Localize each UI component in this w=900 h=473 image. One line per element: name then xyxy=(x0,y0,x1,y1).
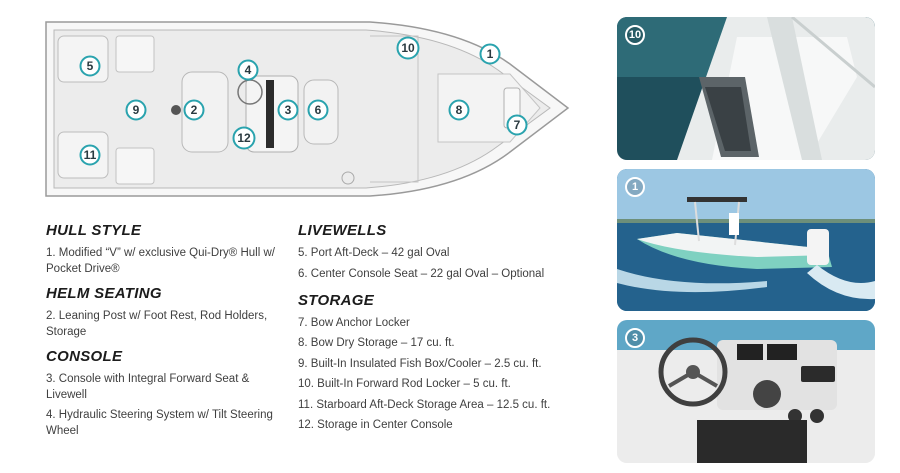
features-left-column xyxy=(46,222,281,443)
aft-port-box xyxy=(116,36,154,72)
callout-9 xyxy=(127,101,146,120)
drain-plug xyxy=(171,105,181,115)
svg-text:9: 9 xyxy=(132,103,140,117)
callout-4 xyxy=(239,61,258,80)
callout-8 xyxy=(450,101,469,120)
console-title: CONSOLE xyxy=(46,348,123,365)
hull-style-title: HULL STYLE xyxy=(46,222,142,239)
callout-6 xyxy=(309,101,328,120)
console-item-4: 4. Hydraulic Steering System w/ Tilt Steering Wheel xyxy=(46,409,273,437)
storage-item-7: 7. Bow Anchor Locker xyxy=(298,316,410,329)
storage-item-9: 9. Built-In Insulated Fish Box/Cooler – 2.5 cu. ft. xyxy=(298,357,542,370)
console-helm-illustration xyxy=(617,320,875,463)
storage-title: STORAGE xyxy=(298,291,375,309)
callout-12 xyxy=(234,128,255,149)
helm-seating-item-2: 2. Leaning Post w/ Foot Rest, Rod Holders, Storage xyxy=(46,310,268,338)
callout-11 xyxy=(81,146,100,165)
photo-badge-10: 10 xyxy=(625,25,645,45)
storage-section xyxy=(298,292,588,434)
console-section xyxy=(46,348,281,439)
svg-text:10: 10 xyxy=(401,41,415,55)
photo-badge-1: 1 xyxy=(625,177,645,197)
svg-text:2: 2 xyxy=(190,103,198,117)
livewells-item-6: 6. Center Console Seat – 22 gal Oval – Optional xyxy=(298,267,545,280)
svg-text:6: 6 xyxy=(314,103,322,117)
storage-item-11: 11. Starboard Aft-Deck Storage Area – 12.5 cu. ft. xyxy=(298,398,551,411)
callout-3 xyxy=(279,101,298,120)
storage-item-8: 8. Bow Dry Storage – 17 cu. ft. xyxy=(298,337,455,349)
console-item-3: 3. Console with Integral Forward Seat & Livewell xyxy=(46,373,250,401)
svg-text:3: 3 xyxy=(284,103,292,117)
livewells-title: LIVEWELLS xyxy=(298,222,387,239)
features-right-column xyxy=(298,222,588,438)
svg-text:5: 5 xyxy=(86,59,94,73)
hull-style-section xyxy=(46,222,281,277)
photo-console-helm xyxy=(617,320,875,463)
aft-starboard-box xyxy=(116,148,154,184)
callout-5 xyxy=(81,57,100,76)
photo-rod-locker xyxy=(617,17,875,160)
helm-seating-title: HELM SEATING xyxy=(46,285,162,302)
livewells-item-5: 5. Port Aft-Deck – 42 gal Oval xyxy=(298,247,450,259)
callout-2 xyxy=(185,101,204,120)
livewells-section xyxy=(298,222,588,282)
storage-item-12: 12. Storage in Center Console xyxy=(298,419,453,431)
svg-text:11: 11 xyxy=(83,148,97,162)
helm-seating-section xyxy=(46,285,281,340)
callout-10 xyxy=(398,38,419,59)
svg-text:8: 8 xyxy=(455,103,463,117)
console-panel xyxy=(266,80,274,148)
svg-text:1: 1 xyxy=(486,47,494,61)
callout-7 xyxy=(508,116,527,135)
svg-text:4: 4 xyxy=(244,63,252,77)
storage-item-10: 10. Built-In Forward Rod Locker – 5 cu. ft. xyxy=(298,378,511,390)
boat-layout-diagram xyxy=(40,14,580,204)
photo-boat-running xyxy=(617,169,875,311)
boat-running-illustration xyxy=(617,169,875,311)
svg-text:7: 7 xyxy=(513,118,521,132)
svg-text:12: 12 xyxy=(237,131,251,145)
photo-badge-3: 3 xyxy=(625,328,645,348)
hull-style-item-1: 1. Modified “V” w/ exclusive Qui-Dry® Hull w/ Pocket Drive® xyxy=(46,247,275,275)
rod-locker-illustration xyxy=(617,17,875,160)
callout-1 xyxy=(481,45,500,64)
